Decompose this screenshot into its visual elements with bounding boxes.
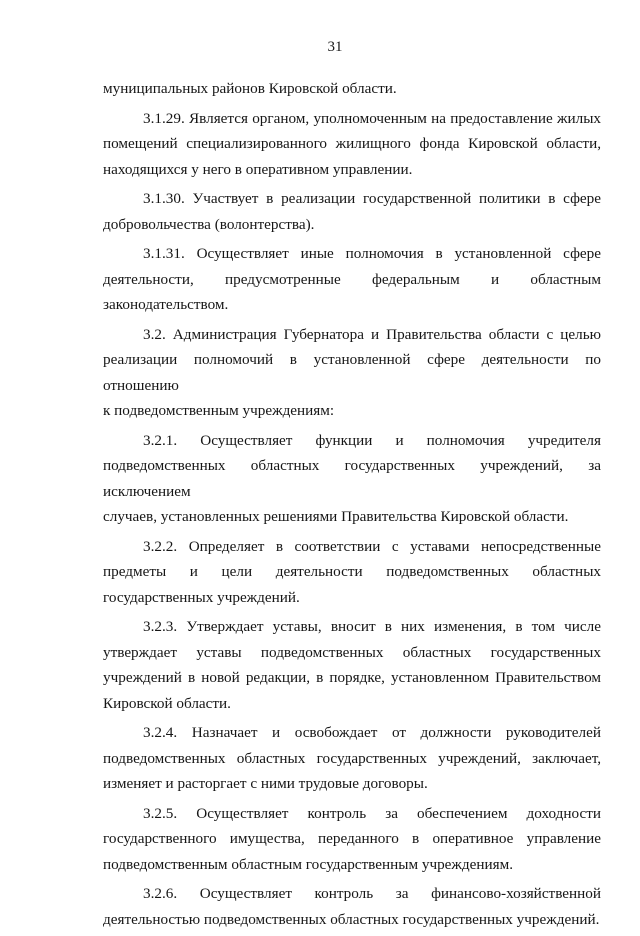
paragraph (103, 720, 601, 797)
text-line: добровольчества (волонтерства). (103, 215, 315, 233)
text-line: государственного имущества, переданного в оперативное управление (103, 830, 601, 847)
paragraph (103, 76, 601, 102)
text-line: Кировской области. (103, 694, 231, 712)
text-line: 3.1.30. Участвует в реализации государственной политики в сфере (143, 190, 601, 207)
text-line: 3.1.29. Является органом, уполномоченным на предоставление жилых (143, 109, 601, 127)
paragraph (103, 614, 601, 716)
paragraph (103, 241, 601, 318)
text-line: подведомственных областных государственных учреждений, заключает, (103, 749, 601, 767)
text-line: изменяет и расторгает с ними трудовые договоры. (103, 775, 428, 792)
text-line: деятельностью подведомственных областных государственных учреждений. (103, 910, 600, 928)
paragraph (103, 186, 601, 237)
page-number: 31 (327, 39, 343, 55)
document-body (103, 76, 601, 936)
text-line: 3.2. Администрация Губернатора и Правительства области с целью (143, 325, 601, 343)
text-line: случаев, установленных решениями Правительства Кировской области. (103, 508, 569, 525)
text-line: законодательством. (103, 296, 229, 313)
text-line: 3.2.3. Утверждает уставы, вносит в них изменения, в том числе (143, 618, 601, 635)
text-line: 3.2.1. Осуществляет функции и полномочия учредителя (143, 431, 601, 449)
paragraph (103, 428, 601, 530)
paragraph (103, 322, 601, 424)
text-line: предметы и цели деятельности подведомственных областных (103, 563, 601, 580)
text-line: подведомственных областных государственных учреждений, за исключением (103, 457, 601, 500)
paragraph (103, 881, 601, 932)
text-line: 3.2.4. Назначает и освобождает от должности руководителей (143, 724, 601, 741)
paragraph (103, 801, 601, 878)
text-line: находящихся у него в оперативном управлении. (103, 160, 413, 178)
text-line: 3.2.5. Осуществляет контроль за обеспечением доходности (143, 804, 601, 822)
text-line: утверждает уставы подведомственных областных государственных (103, 643, 601, 661)
text-line: деятельности, предусмотренные федеральным и областным (103, 270, 601, 288)
text-line: 3.1.31. Осуществляет иные полномочия в установленной сфере (143, 245, 601, 262)
text-line: учреждений в новой редакции, в порядке, установленном Правительством (103, 669, 601, 686)
paragraph (103, 534, 601, 611)
text-line: подведомственным областным государственным учреждениям. (103, 855, 514, 873)
text-line: 3.2.6. Осуществляет контроль за финансово-хозяйственной (143, 885, 601, 902)
text-line: реализации полномочий в установленной сфере деятельности по отношению (103, 351, 601, 394)
paragraph (103, 106, 601, 183)
text-line: помещений специализированного жилищного фонда Кировской области, (103, 135, 601, 152)
text-line: к подведомственным учреждениям: (103, 402, 335, 419)
text-line: 3.2.2. Определяет в соответствии с уставами непосредственные (143, 537, 601, 555)
text-line: государственных учреждений. (103, 588, 300, 606)
text-line: муниципальных районов Кировской области. (103, 80, 397, 97)
